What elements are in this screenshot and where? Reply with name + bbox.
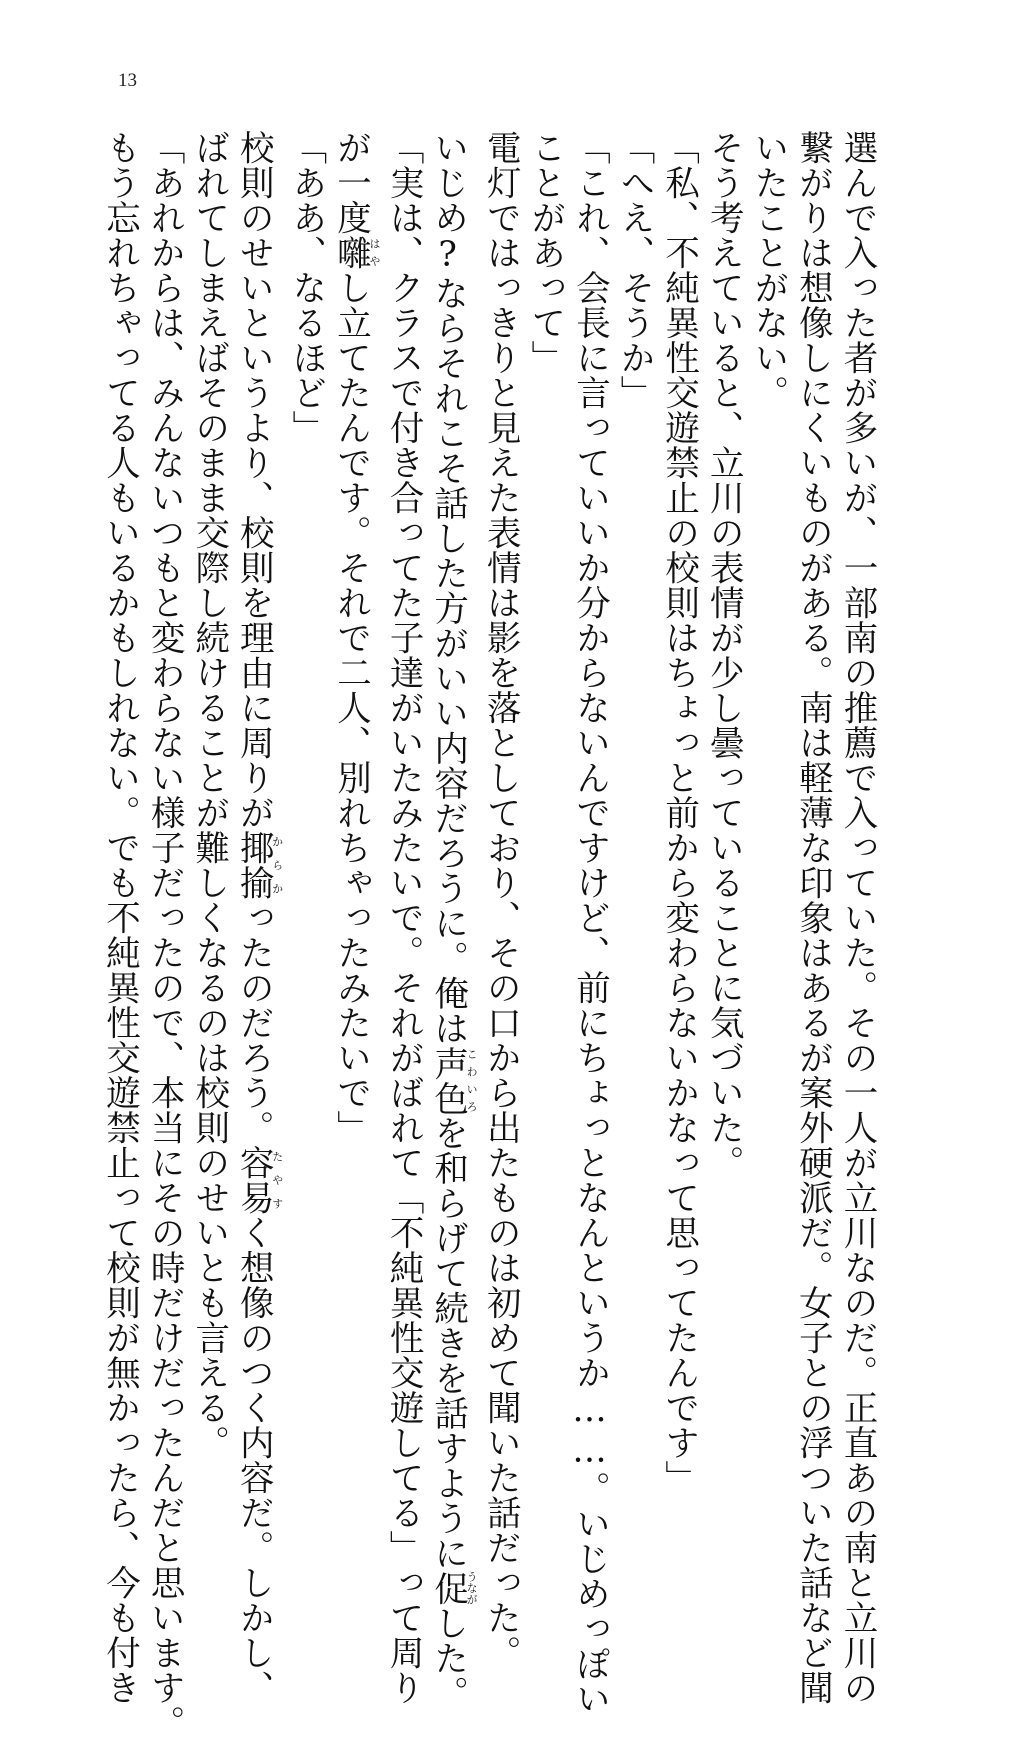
ruby-annotation: 促うなが xyxy=(427,1570,479,1606)
text-line-8: ことがあって」 xyxy=(524,130,565,375)
text-line-16: 「あれからは、みんないつもと変わらない様子だったので、本当にその時だけだったんだと思います。 xyxy=(144,130,185,1740)
text-line-3: いたことがない。 xyxy=(747,130,788,410)
text-line-10: いじめ?ならそれこそ話した方がいい内容だろうに。俺は声色こわいろを和らげて続きを話すように促うながした。 xyxy=(427,130,479,1711)
text-line-12: が一度囃はやし立てたんです。それで二人、別れちゃったみたいで」 xyxy=(330,130,381,1145)
text-line-14: 校則のせいというより、校則を理由に周りが揶揄からかったのだろう。容易たやすく想像のつく内容だ。しかし、 xyxy=(233,130,284,1705)
ruby-annotation: 容易たやす xyxy=(233,1145,284,1215)
ruby-annotation: 揶揄からか xyxy=(233,830,284,900)
text-line-17: もう忘れちゃってる人もいるかもしれない。でも不純異性交遊禁止って校則が無かったら、今も付き xyxy=(99,130,140,1705)
text-line-9: 電灯ではっきりと見えた表情は影を落としており、その口から出たものは初めて聞いた話だった。 xyxy=(480,130,521,1670)
vertical-text-body xyxy=(97,130,879,1740)
text-line-2: 繋がりは想像しにくいものがある。南は軽薄な印象はあるが案外硬派だ。女子との浮ついた話など聞 xyxy=(792,130,833,1705)
ruby-annotation: 声色こわいろ xyxy=(427,1045,479,1116)
text-line-7: 「これ、会長に言っていいか分からないんですけど、前にちょっとなんというか……。いじめっぽい xyxy=(569,130,610,1716)
text-line-11: 「実は、クラスで付き合ってた子達がいたみたいで。それがばれて「不純異性交遊してる」って周り xyxy=(383,130,424,1705)
text-line-1: 選んで入った者が多いが、一部南の推薦で入っていた。その一人が立川なのだ。正直あの南と立川の xyxy=(837,130,877,1705)
text-line-13: 「ああ、なるほど」 xyxy=(285,130,326,445)
text-line-4: そう考えていると、立川の表情が少し曇っていることに気づいた。 xyxy=(703,130,744,1180)
text-line-15: ばれてしまえばそのまま交際し続けることが難しくなるのは校則のせいとも言える。 xyxy=(188,130,229,1460)
text-line-5: 「私、不純異性交遊禁止の校則はちょっと前から変わらないかなって思ってたんです」 xyxy=(658,130,699,1495)
text-line-6: 「へえ、そうか」 xyxy=(614,130,655,410)
page-number: 13 xyxy=(118,70,137,91)
ruby-annotation: 囃はや xyxy=(330,235,381,270)
